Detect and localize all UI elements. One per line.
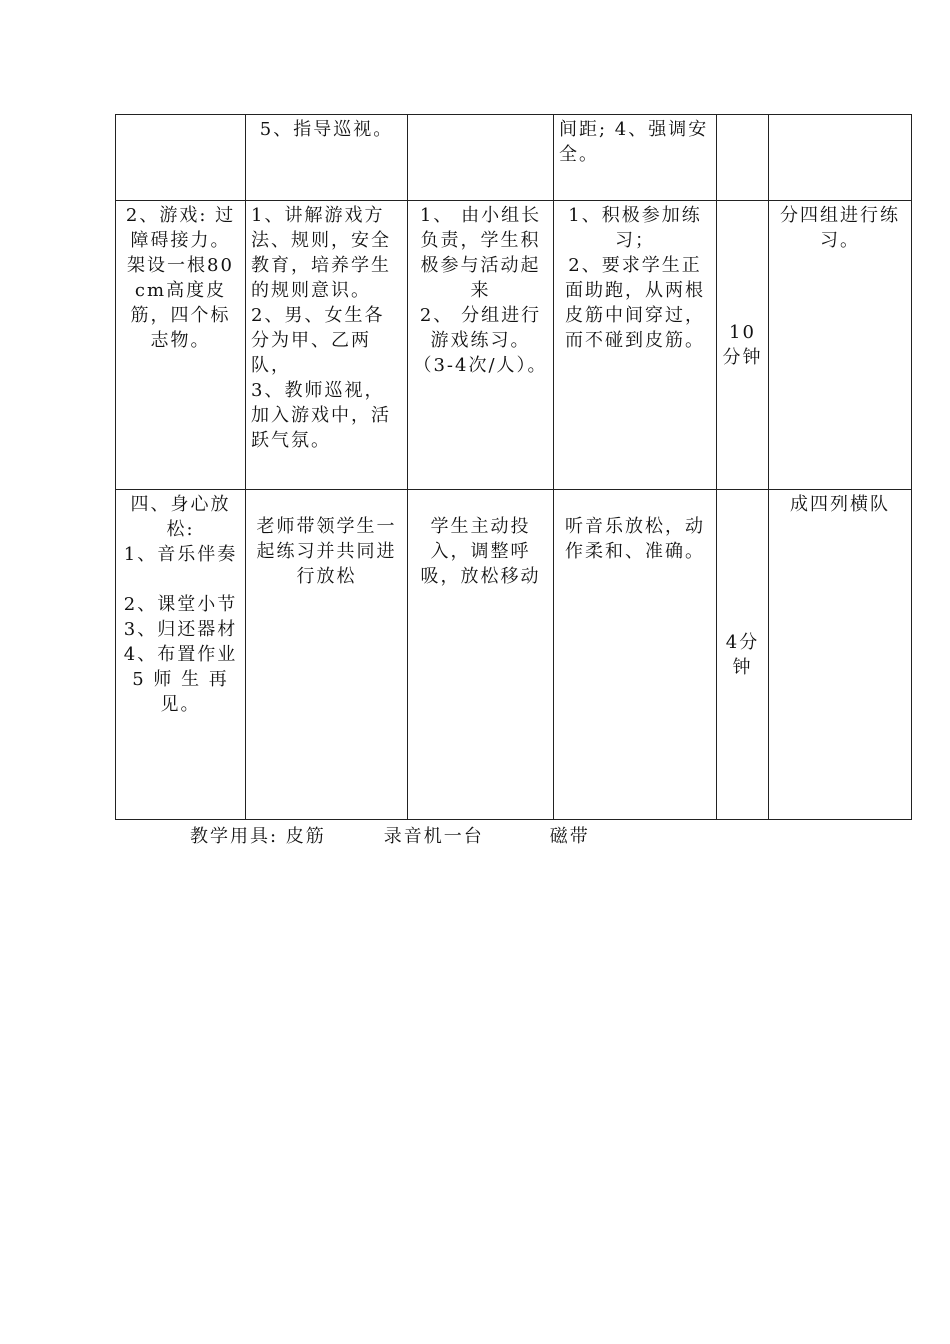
- table-cell: 老师带领学生一起练习并共同进行放松: [246, 490, 408, 820]
- table-row: [116, 490, 912, 820]
- table-cell: 5、指导巡视。: [246, 115, 408, 201]
- table-cell: [769, 115, 912, 201]
- teaching-tools-line: [190, 822, 590, 848]
- table-cell: 学生主动投入，调整呼吸，放松移动: [408, 490, 554, 820]
- table-cell: 四、身心放松: 1、音乐伴奏 2、课堂小节 3、归还器材 4、布置作业 5 师 生 再见。: [116, 490, 246, 820]
- table-row: [116, 115, 912, 201]
- table-cell: [717, 115, 769, 201]
- table-cell: 1、 由小组长负责，学生积极参与活动起来 2、 分组进行游戏练习。 （3-4次/人）。: [408, 201, 554, 490]
- teaching-tools-label: 教学用具: 皮筋: [190, 826, 326, 847]
- table-cell: 1、积极参加练习； 2、要求学生正面助跑，从两根皮筋中间穿过，而不碰到皮筋。: [554, 201, 717, 490]
- teaching-tool-item: 磁带: [549, 826, 590, 847]
- lesson-plan-table: [115, 114, 912, 820]
- teaching-tool-item: 录音机一台: [383, 826, 484, 847]
- duration-cell: 4分钟: [717, 490, 769, 820]
- table-row: [116, 201, 912, 490]
- table-cell: 2、游戏: 过障碍接力。架设一根80 cm高度皮筋，四个标志物。: [116, 201, 246, 490]
- table-cell: 分四组进行练习。: [769, 201, 912, 490]
- table-cell: 成四列横队: [769, 490, 912, 820]
- table-cell: 1、讲解游戏方法、规则，安全教育，培养学生的规则意识。 2、男、女生各分为甲、乙两队， 3、教师巡视，加入游戏中，活跃气氛。: [246, 201, 408, 490]
- duration-cell: 10分钟: [717, 201, 769, 490]
- table-cell: [116, 115, 246, 201]
- table-cell: 听音乐放松，动作柔和、准确。: [554, 490, 717, 820]
- table-cell: [408, 115, 554, 201]
- table-cell: 间距; 4、强调安全。: [554, 115, 717, 201]
